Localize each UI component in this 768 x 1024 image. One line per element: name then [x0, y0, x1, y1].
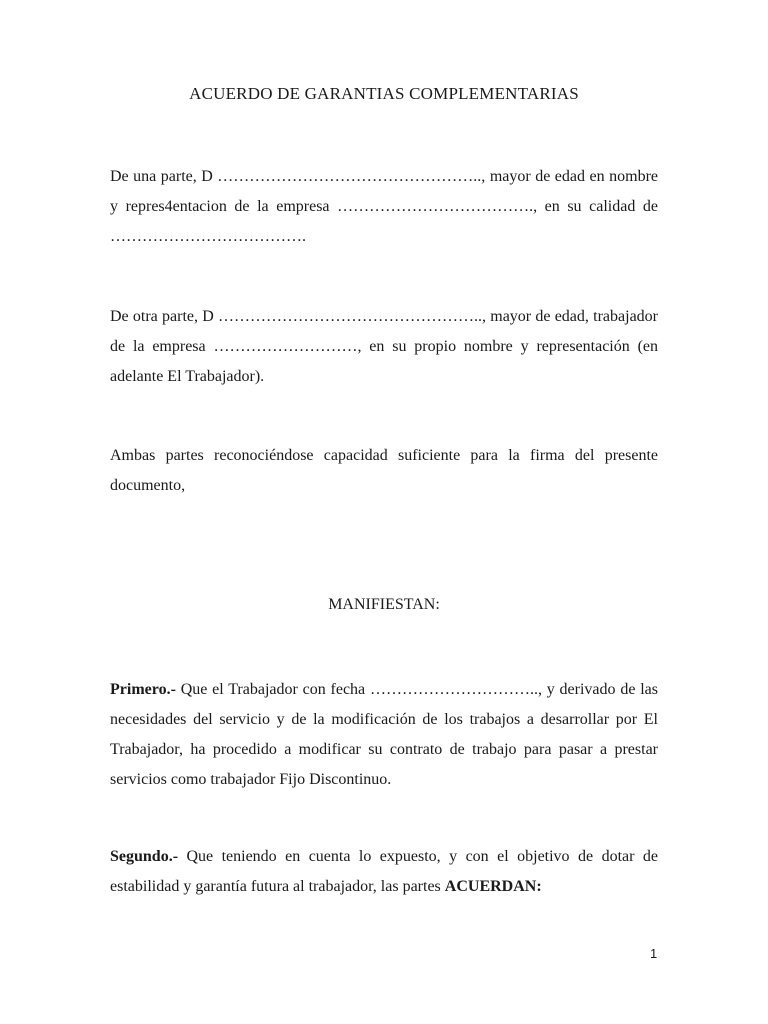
- paragraph-parte-una: De una parte, D ………………………………………….., mayor de edad en nombre y repres4entacion de la empresa ………………………………., en su calidad de ……………………………….: [110, 168, 658, 245]
- document-title: ACUERDO DE GARANTIAS COMPLEMENTARIAS: [189, 84, 579, 103]
- segundo-text: Que teniendo en cuenta lo expuesto, y con el objetivo de dotar de estabilidad y garantía futura al trabajador, las partes: [110, 848, 658, 895]
- paragraph-ambas-partes: Ambas partes reconociéndose capacidad suficiente para la firma del presente documento,: [110, 447, 658, 494]
- primero-text: Que el Trabajador con fecha ………………………….., y derivado de las necesidades del servicio y de la modificación de los trabajos a desarrollar por El Trabajador, ha procedido a modificar su contrato de trabajo para pasar a prestar servicios como trabajador Fijo Discontinuo.: [110, 681, 658, 788]
- segundo-emphasis: ACUERDAN:: [444, 878, 542, 895]
- paragraph-primero: [110, 675, 658, 795]
- paragraph-segundo: [110, 842, 658, 902]
- primero-label: Primero.-: [110, 681, 176, 698]
- manifiestan-heading: MANIFIESTAN:: [328, 596, 440, 613]
- segundo-label: Segundo.-: [110, 848, 179, 865]
- page-number: 1: [650, 946, 658, 961]
- paragraph-parte-otra: De otra parte, D ………………………………………….., mayor de edad, trabajador de la empresa ………………………, en su propio nombre y representación (en adelante El Trabajador).: [110, 308, 658, 385]
